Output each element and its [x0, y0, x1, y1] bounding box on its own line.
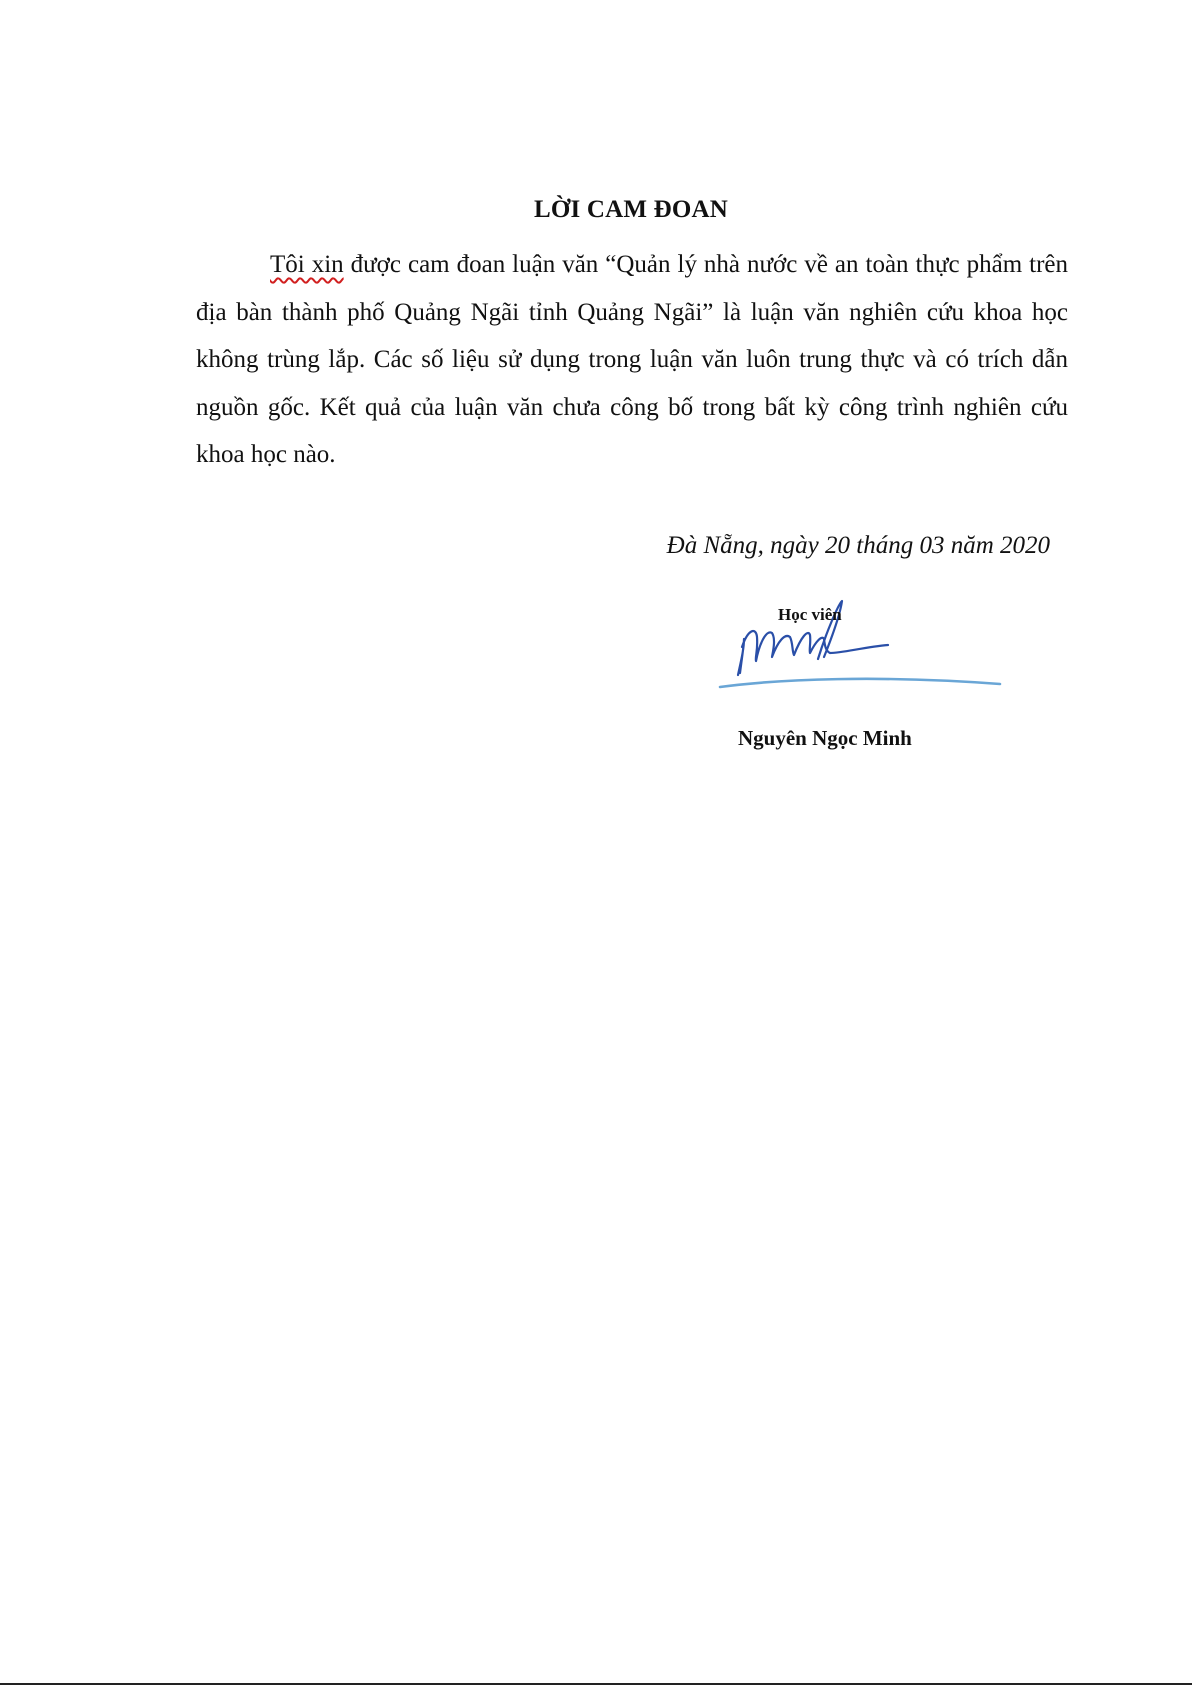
signature-block [660, 595, 1020, 765]
declaration-paragraph [196, 241, 1068, 479]
signer-role: Học viên [778, 605, 842, 624]
date-line: Đà Nẵng, ngày 20 tháng 03 năm 2020 [666, 532, 1050, 559]
spellcheck-underlined-text: Tôi xin [270, 251, 344, 278]
signer-name: Nguyên Ngọc Minh [738, 726, 912, 750]
paragraph-text: được cam đoan luận văn “Quản lý nhà nước về an toàn thực phẩm trên địa bàn thành phố Quảng Ngãi tỉnh Quảng Ngãi” là luận văn nghiên cứu khoa học không trùng lắp. Các số liệu sử dụng trong luận văn luôn trung thực và có trích dẫn nguồn gốc. Kết quả của luận văn chưa công bố trong bất kỳ công trình nghiên cứu khoa học nào. [196, 251, 1068, 468]
page-title: LỜI CAM ĐOAN [533, 196, 729, 223]
